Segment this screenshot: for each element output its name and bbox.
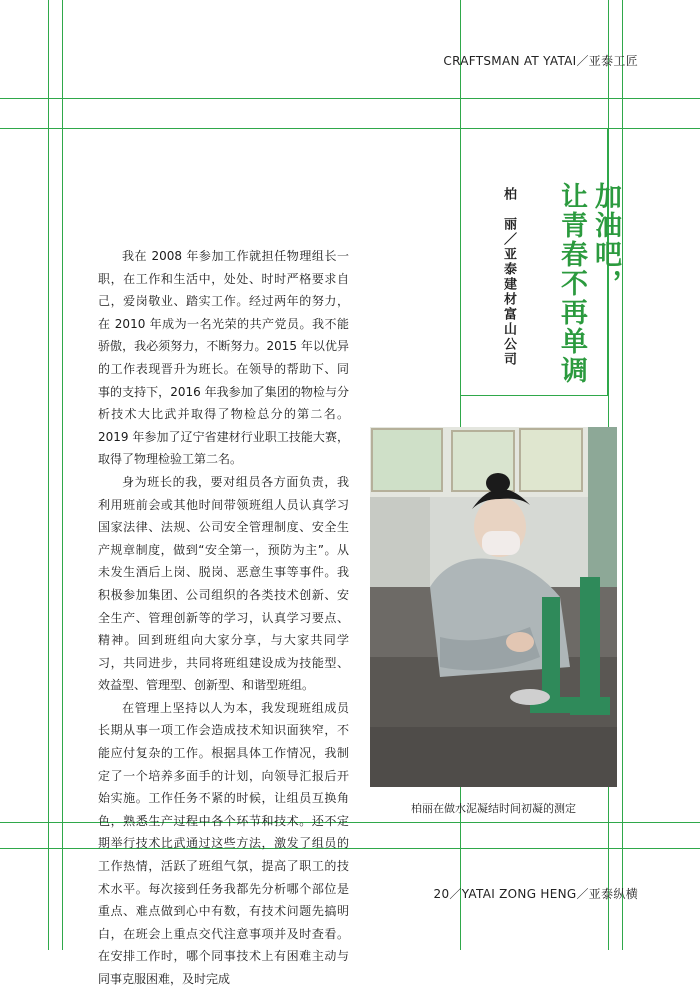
article-body: [98, 245, 349, 991]
photo-caption: 柏丽在做水泥凝结时间初凝的测定: [411, 802, 576, 815]
article-title: [554, 182, 622, 385]
title-line-1: 加油吧，: [590, 182, 621, 298]
title-line-2: 让青春不再单调: [556, 182, 587, 385]
frame-line-left: [48, 0, 49, 950]
frame-line-top: [0, 98, 700, 99]
section-header: CRAFTSMAN AT YATAI／亚泰工匠: [443, 54, 638, 68]
paragraph: 在管理上坚持以人为本，我发现班组成员长期从事一项工作会造成技术知识面狭窄，不能应付复杂的工作。根据具体工作情况，我制定了一个培养多面手的计划，向领导汇报后开始实施。工作任务不紧的时候，让组员互换角色，熟悉生产过程中各个环节和技术。还不定期举行技术比武通过这些方法，激发了组员的工作热情，活跃了班组气氛，提高了职工的技术水平。每次接到任务我都先分析哪个部位是重点、难点做到心中有数，有技术问题先搞明白，在班会上重点交代注意事项并及时查看。在安排工作时，哪个同事技术上有困难主动与同事克服困难，及时完成: [98, 700, 349, 986]
paragraph: 我在 2008 年参加工作就担任物理组长一职，在工作和生活中，处处、时时严格要求自己，爱岗敬业、踏实工作。经过两年的努力，在 2010 年成为一名光荣的共产党员。我不能骄傲，我必须努力，不断努力。2015 年以优异的工作表现晋升为班长。在领导的帮助下、同事的支持下，2016 年我参加了集团的物检与分析技术大比武并取得了物检总分的第二名。2019 年参加了辽宁省建材行业职工技能大赛，取得了物理检验工第二名。: [98, 249, 349, 467]
photo-illustration: [370, 427, 617, 787]
article-author: 柏 丽／亚泰建材富山公司: [501, 187, 516, 367]
frame-line-right: [622, 0, 623, 950]
page-footer: 20／YATAI ZONG HENG／亚泰纵横: [433, 887, 638, 901]
article-photo: [370, 427, 617, 787]
paragraph: 身为班长的我，要对组员各方面负责，我利用班前会或其他时间带领班组人员认真学习国家法律、法规、公司安全管理制度、安全生产规章制度，做到“安全第一，预防为主”。从未发生酒后上岗、脱岗、恶意生事等事件。我积极参加集团、公司组织的各类技术创新、安全生产、管理创新等的学习，认真学习要点、精神。回到班组向大家分享，与大家共同学习，共同进步，共同将班组建设成为技能型、效益型、管理型、创新型、和谐型班组。: [98, 474, 349, 693]
frame-line-left-inner: [62, 0, 63, 950]
